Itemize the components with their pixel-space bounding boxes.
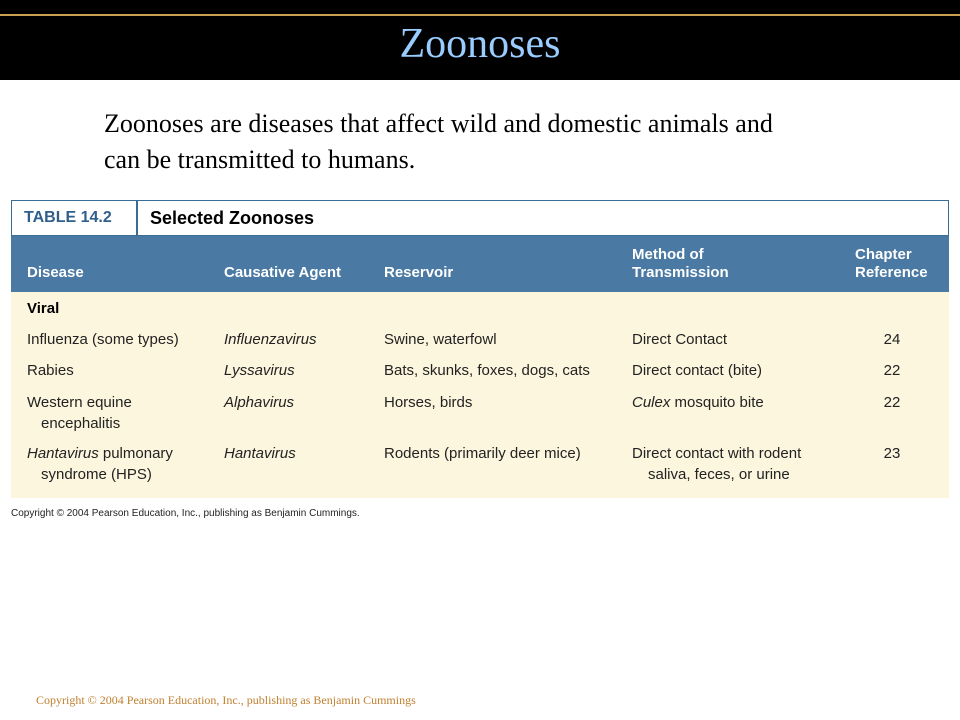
- title-bar-accent-line: [0, 14, 960, 16]
- row-3-disease-line2: encephalitis: [41, 415, 121, 432]
- row-3-method-text: mosquito bite: [670, 394, 764, 411]
- row-3-method: [632, 392, 764, 413]
- row-2-agent: Lyssavirus: [224, 362, 295, 379]
- row-1-agent: Influenzavirus: [224, 331, 317, 348]
- intro-paragraph: Zoonoses are diseases that affect wild and domestic animals and can be transmitted to humans.: [104, 109, 773, 174]
- row-3-chapter: 22: [883, 394, 901, 411]
- row-4-disease-line2: syndrome (HPS): [41, 466, 152, 483]
- row-3-reservoir: Horses, birds: [384, 394, 473, 411]
- column-header-row: [11, 236, 949, 292]
- row-4-disease-text: pulmonary: [98, 445, 173, 462]
- row-4-chapter: 23: [883, 445, 901, 462]
- table-body: [11, 292, 949, 498]
- row-4-disease-genus: Hantavirus: [27, 445, 99, 462]
- column-header-reservoir: Reservoir: [384, 264, 454, 281]
- row-2-chapter: 22: [883, 362, 901, 379]
- row-1-method: Direct Contact: [632, 331, 728, 348]
- table-caption: [11, 200, 949, 236]
- section-label-viral: Viral: [27, 300, 60, 317]
- row-3-method-genus: Culex: [632, 394, 671, 411]
- table-copyright: Copyright © 2004 Pearson Education, Inc., publishing as Benjamin Cummings.: [11, 508, 360, 519]
- zoonoses-table: [11, 200, 949, 498]
- row-2-disease: Rabies: [27, 362, 74, 379]
- row-4-agent: Hantavirus: [224, 445, 296, 462]
- row-2-reservoir: Bats, skunks, foxes, dogs, cats: [384, 362, 590, 379]
- row-1-disease: Influenza (some types): [27, 331, 179, 348]
- column-header-agent: Causative Agent: [224, 264, 341, 281]
- slide-footer: Copyright © 2004 Pearson Education, Inc., publishing as Benjamin Cummings: [36, 693, 416, 707]
- row-2-method: Direct contact (bite): [632, 362, 763, 379]
- column-header-chapter-line1: Chapter: [855, 246, 912, 263]
- row-1-reservoir: Swine, waterfowl: [384, 331, 497, 348]
- row-1-chapter: 24: [883, 331, 901, 348]
- row-4-method: Direct contact with rodent: [632, 445, 802, 462]
- column-header-disease: Disease: [27, 264, 84, 281]
- row-4-reservoir: Rodents (primarily deer mice): [384, 445, 581, 462]
- column-header-method-line1: Method of: [632, 246, 704, 263]
- table-number: TABLE 14.2: [12, 201, 138, 235]
- row-3-disease: Western equine: [27, 394, 132, 411]
- row-3-agent: Alphavirus: [224, 394, 295, 411]
- table-title: Selected Zoonoses: [150, 208, 315, 228]
- slide-title: Zoonoses: [399, 21, 561, 67]
- column-header-chapter-line2: Reference: [855, 264, 928, 281]
- row-4-disease: [27, 443, 173, 464]
- row-4-method-line2: saliva, feces, or urine: [648, 466, 790, 483]
- column-header-method-line2: Transmission: [632, 264, 729, 281]
